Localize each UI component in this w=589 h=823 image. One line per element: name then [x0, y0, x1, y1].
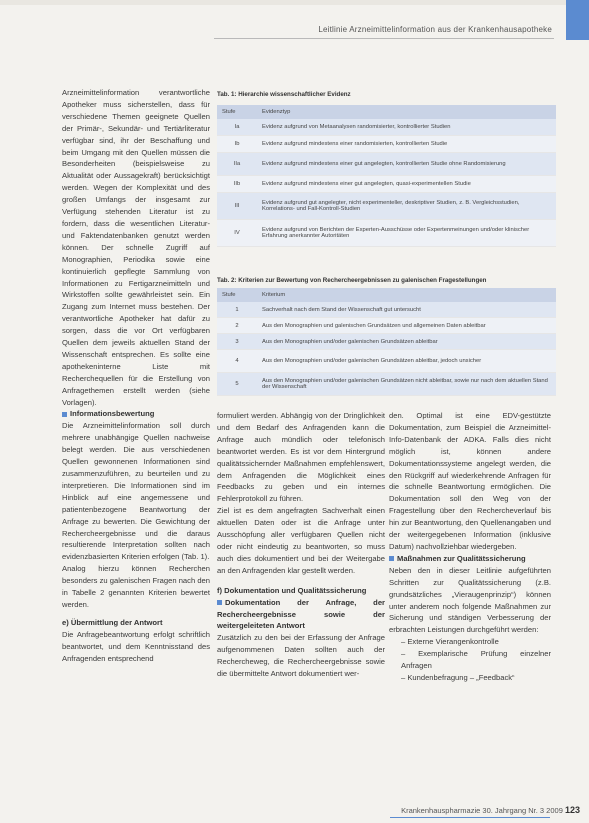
page-footer — [390, 805, 580, 815]
table-2 — [217, 288, 556, 396]
col1-paragraph-2: Die Arzneimittelinformation soll durch mehrere unabhängige Quellen nachweise belegt werden. Die aus verschiedenen Quellen gewonnenen Informationen sind zusammenzuführen, zu beurteilen und zu interpretieren. Die Informationen sind im Hinblick auf eine angemessene und patientenbezogene Beantwortung der Anfrage zu bewerten. Die Gewichtung der Rechercheergebnisse und die daraus resultierende Interpretation sollten nach evidenzbasierten Kriterien erfolgen (Tab. 1). — [62, 421, 210, 562]
table-row: 5 Aus den Monographien und/oder galenischen Grundsätzen nicht ableitbar, sowie nur nach dem aktuellen Stand der Wissenschaft — [217, 373, 556, 396]
table-row: 3 Aus den Monographien und/oder galenischen Grundsätzen ableitbar — [217, 334, 556, 350]
table-row: IIa Evidenz aufgrund mindestens einer gut angelegten, kontrollierten Studie ohne Randomisierung — [217, 153, 556, 176]
table-row: IIb Evidenz aufgrund mindestens einer gut angelegten, quasi-experimentellen Studie — [217, 176, 556, 193]
table-row: 1 Sachverhalt nach dem Stand der Wissenschaft gut untersucht — [217, 302, 556, 318]
header-rule — [214, 38, 554, 39]
table-row: III Evidenz aufgrund gut angelegter, nicht experimenteller, deskriptiver Studien, z. B. Vergleichsstudien, Korrelations- und Fall-Kontroll-Studien — [217, 193, 556, 220]
col3-paragraph-2: Neben den in dieser Leitlinie aufgeführten Schritten zur Qualitätssicherung (z.B. grundsätzliches „Vieraugenprinzip“) können unter anderem noch folgende Maßnahmen zur Sicherung und ständigen Verbesserung der erbrachten Leistungen durchgeführt werden: — [389, 565, 551, 635]
table-2-header-level: Stufe — [217, 288, 257, 302]
footer-journal: Krankenhauspharmazie 30. Jahrgang Nr. 3 2009 — [401, 806, 563, 815]
heading-dokumentation: f) Dokumentation und Qualitätssicherung — [217, 585, 367, 595]
bullet-square-icon — [217, 600, 222, 605]
col2-paragraph-3: Zusätzlich zu den bei der Erfassung der Anfrage aufgenommenen Daten sollten auch der Rechercheweg, die Rechercheergebnisse sowie die übermittelte Antwort dokumentiert wer- — [217, 633, 385, 679]
table-1-header-level: Stufe — [217, 105, 257, 119]
list-item: – Exemplarische Prüfung einzelner Anfragen — [401, 649, 551, 671]
table-row: Ib Evidenz aufgrund mindestens einer randomisierten, kontrollierten Studie — [217, 136, 556, 153]
heading-dokumentation-anfrage: Dokumentation der Anfrage, der Rechercheergebnisse sowie der weitergeleiteten Antwort — [217, 597, 385, 631]
col2-paragraph-1: formuliert werden. Abhängig von der Dringlichkeit und dem Bedarf des Anfragenden kann die Anfrage auch mündlich oder telefonisch beantwortet werden. Es ist vor dem Hintergrund qualitätssichernder Maßnahmen empfehlenswert, dem Anfragenden die Möglichkeit eines Feedbacks zu geben und ein internes Fehlerprotokoll zu führen. — [217, 411, 385, 504]
col1-paragraph-4: Die Anfragebeantwortung erfolgt schriftlich beantwortet, und dem Kenntnisstand des Anfragenden entsprechend — [62, 629, 210, 663]
running-head: Leitlinie Arzneimittelinformation aus der Krankenhausapotheke — [318, 25, 552, 34]
list-item: – Kundenbefragung – „Feedback“ — [401, 672, 515, 682]
column-1 — [62, 87, 210, 665]
col2-paragraph-2: Ziel ist es dem angefragten Sachverhalt einen aktuellen Daten oder ist die Anfrage unter Ausschöpfung aller verfügbaren Quellen nicht oder nicht eindeutig zu beantworten, so muss auch dies dokumentiert und bei der Weitergabe an den Anfragenden klar gestellt werden. — [217, 506, 385, 575]
heading-uebermittlung: e) Übermittlung der Antwort — [62, 617, 163, 627]
list-item: – Externe Vierangenkontrolle — [401, 637, 499, 647]
page-number: 123 — [564, 805, 580, 815]
column-2 — [217, 410, 385, 680]
col1-paragraph-3: Analog hierzu können Recherchen besonders zu galenischen Fragen nach den in Tabelle 2 genannten Kriterien bewertet werden. — [62, 564, 210, 609]
col3-paragraph-1: den. Optimal ist eine EDV-gestützte Dokumentation, zum Beispiel die Arzneimittel-Info-Datenbank der ADKA. Falls dies nicht möglich ist, können andere Dokumentationssysteme angelegt werden, die den Rückgriff auf wiederkehrende Anfragen für die schnelle Beantwortung ermöglichen. Die Dokumentation soll den Weg von der Fragestellung über den Rechercheverlauf bis hin zur Beantwortung, den Quellenangaben und der weitergegebenen Information (inklusive Datum) nachvollziehbar wiedergeben. — [389, 411, 551, 551]
table-1 — [217, 105, 556, 247]
heading-massnahmen: Maßnahmen zur Qualitätssicherung — [389, 553, 551, 565]
table-2-header-desc: Kriterium — [257, 288, 556, 302]
table-2-title: Tab. 2: Kriterien zur Bewertung von Rechercheergebnissen zu galenischen Fragestellungen — [217, 277, 487, 284]
table-1-header-desc: Evidenztyp — [257, 105, 556, 119]
table-row: IV Evidenz aufgrund von Berichten der Experten-Ausschüsse oder Expertenmeinungen und/oder klinischer Erfahrung anerkannter Autoritäten — [217, 220, 556, 247]
column-3 — [389, 410, 551, 684]
table-row: 2 Aus den Monographien und galenischen Grundsätzen und allgemeinen Daten ableitbar — [217, 318, 556, 334]
col1-paragraph-1: Arzneimittelinformation verantwortliche Apotheker muss sicherstellen, dass für verschiedene Themen geeignete Quellen der Primär-, Sekundär- und Tertiärliteratur verfügbar sind, ihr der Beschaffung und beim Umgang mit den Quellen müssen die Besonderheiten (beispielsweise zu Aktualität oder Aussagekraft) berücksichtigt werden. Wegen der Komplexität und des großen Umfangs der insgesamt zur Verfügung stehenden Literatur ist zu fordern, dass die wesentlichen Literatur- und Faktendatenbanken genutzt werden können. Der schnelle Zugriff auf Monographien, Periodika sowie eine kontinuierlich gepflegte Sammlung von Informationen zu Fertigarzneimitteln und Wirkstoffen sollte gewährleistet sein. Ein Zugang zum Internet muss bestehen. Der verantwortliche Apotheker hat dafür zu sorgen, dass die vor Ort verfügbaren Quellen dem jeweils aktuellen Stand der Wissenschaft entsprechen. Es sollte eine apothekeninterne Liste mit Recherchequellen für die Erstellung von Anfragethemen erstellt werden (siehe Vorlagen). — [62, 88, 210, 407]
bullet-square-icon — [389, 556, 394, 561]
table-row: 4 Aus den Monographien und/oder galenischen Grundsätzen ableitbar, jedoch unsicher — [217, 350, 556, 373]
table-1-title: Tab. 1: Hierarchie wissenschaftlicher Evidenz — [217, 91, 351, 98]
heading-informationsbewertung: Informationsbewertung — [62, 408, 210, 420]
table-row: Ia Evidenz aufgrund von Metaanalysen randomisierter, kontrollierter Studien — [217, 119, 556, 136]
corner-tab — [566, 0, 589, 40]
footer-rule — [390, 817, 550, 818]
bullet-square-icon — [62, 412, 67, 417]
top-accent-bar — [0, 0, 589, 5]
